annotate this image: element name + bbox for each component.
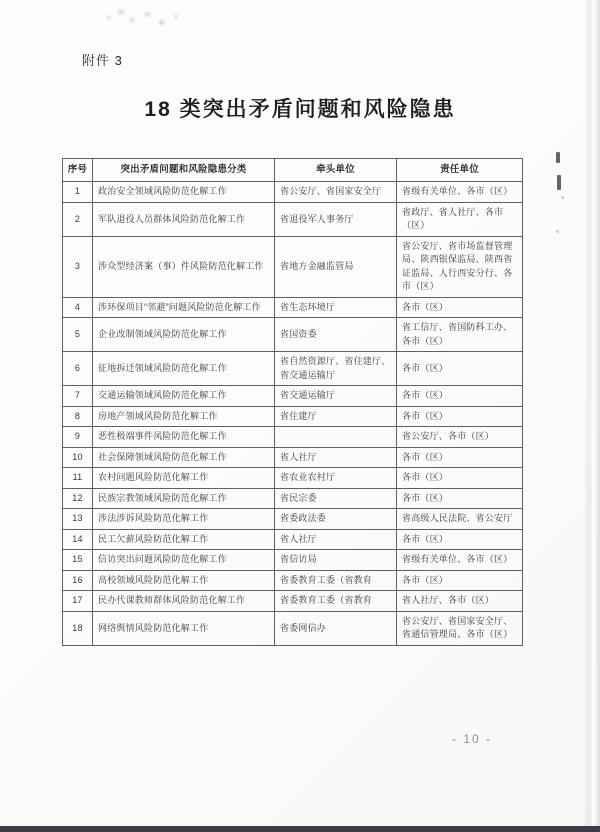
lead-unit-cell: 省住建厅 [275, 406, 397, 427]
table-row [63, 386, 523, 407]
responsible-unit-cell: 各市（区） [397, 468, 523, 489]
table-row [63, 529, 523, 550]
dust-speck [561, 196, 564, 199]
category-cell: 军队退役人员群体风险防范化解工作 [93, 202, 275, 236]
lead-unit-cell: 省生态环境厅 [275, 297, 397, 318]
category-cell: 征地拆迁领域风险防范化解工作 [93, 352, 275, 386]
table-row [63, 236, 523, 297]
row-number-cell: 2 [63, 202, 93, 236]
row-number-cell: 13 [63, 509, 93, 530]
responsible-unit-cell: 省政厅、省人社厅、各市（区） [397, 202, 523, 236]
category-cell: 政治安全领域风险防范化解工作 [93, 182, 275, 203]
column-header: 突出矛盾问题和风险隐患分类 [93, 159, 275, 182]
dust-speck [556, 230, 559, 233]
lead-unit-cell: 省自然资源厅、省住建厅、省交通运输厅 [275, 352, 397, 386]
table-row [63, 488, 523, 509]
table-row [63, 352, 523, 386]
responsible-unit-cell: 省公安厅、省国家安全厅、省通信管理局、各市（区） [397, 611, 523, 645]
category-cell: 高校领域风险防范化解工作 [93, 570, 275, 591]
faint-stamp-mark [104, 6, 194, 32]
category-cell: 民办代课教师群体风险防范化解工作 [93, 591, 275, 612]
category-cell: 社会保障领域风险防范化解工作 [93, 447, 275, 468]
page-number: - 10 - [452, 732, 493, 746]
responsible-unit-cell: 各市（区） [397, 570, 523, 591]
table-row [63, 468, 523, 489]
category-cell: 农村问题风险防范化解工作 [93, 468, 275, 489]
table-row [63, 611, 523, 645]
scan-bottom-edge [0, 826, 600, 832]
row-number-cell: 18 [63, 611, 93, 645]
responsible-unit-cell: 省公安厅、各市（区） [397, 427, 523, 448]
responsible-unit-cell: 省高级人民法院、省公安厅 [397, 509, 523, 530]
table-row [63, 318, 523, 352]
lead-unit-cell: 省委教育工委（省教育 [275, 570, 397, 591]
lead-unit-cell: 省交通运输厅 [275, 386, 397, 407]
row-number-cell: 4 [63, 297, 93, 318]
table-row [63, 550, 523, 571]
responsible-unit-cell: 省人社厅、各市（区） [397, 591, 523, 612]
table-row [63, 509, 523, 530]
category-cell: 网络舆情风险防范化解工作 [93, 611, 275, 645]
table-row [63, 591, 523, 612]
table-row [63, 202, 523, 236]
row-number-cell: 9 [63, 427, 93, 448]
responsible-unit-cell: 各市（区） [397, 386, 523, 407]
row-number-cell: 5 [63, 318, 93, 352]
lead-unit-cell: 省人社厅 [275, 447, 397, 468]
responsible-unit-cell: 省公安厅、省市场监督管理局、陕西银保监局、陕西省证监局、人行西安分行、各市（区） [397, 236, 523, 297]
category-cell: 涉法涉诉风险防范化解工作 [93, 509, 275, 530]
category-cell: 涉环保项目“邻避”问题风险防范化解工作 [93, 297, 275, 318]
lead-unit-cell: 省国资委 [275, 318, 397, 352]
row-number-cell: 10 [63, 447, 93, 468]
lead-unit-cell: 省人社厅 [275, 529, 397, 550]
row-number-cell: 7 [63, 386, 93, 407]
row-number-cell: 17 [63, 591, 93, 612]
category-cell: 恶性极端事件风险防范化解工作 [93, 427, 275, 448]
table-row [63, 406, 523, 427]
row-number-cell: 6 [63, 352, 93, 386]
page-title: 18 类突出矛盾问题和风险隐患 [144, 98, 456, 121]
lead-unit-cell: 省公安厅、省国家安全厅 [275, 182, 397, 203]
table-row [63, 570, 523, 591]
lead-unit-cell: 省信访局 [275, 550, 397, 571]
responsible-unit-cell: 各市（区） [397, 406, 523, 427]
lead-unit-cell: 省委政法委 [275, 509, 397, 530]
lead-unit-cell [275, 427, 397, 448]
category-cell: 房地产领域风险防范化解工作 [93, 406, 275, 427]
responsible-unit-cell: 省级有关单位、各市（区） [397, 550, 523, 571]
responsible-unit-cell: 各市（区） [397, 447, 523, 468]
table-row [63, 297, 523, 318]
lead-unit-cell: 省民宗委 [275, 488, 397, 509]
attachment-label: 附件 3 [82, 53, 123, 68]
row-number-cell: 15 [63, 550, 93, 571]
page-edge-shadow [584, 0, 600, 832]
lead-unit-cell: 省委教育工委（省教育 [275, 591, 397, 612]
row-number-cell: 16 [63, 570, 93, 591]
staple-mark-top [556, 152, 560, 163]
risk-table [62, 158, 523, 646]
column-header: 序号 [63, 159, 93, 182]
column-header: 责任单位 [397, 159, 523, 182]
lead-unit-cell: 省退役军人事务厅 [275, 202, 397, 236]
lead-unit-cell: 省农业农村厅 [275, 468, 397, 489]
responsible-unit-cell: 各市（区） [397, 529, 523, 550]
table-header-row [63, 159, 523, 182]
category-cell: 民工欠薪风险防范化解工作 [93, 529, 275, 550]
row-number-cell: 11 [63, 468, 93, 489]
category-cell: 企业改制领域风险防范化解工作 [93, 318, 275, 352]
category-cell: 民族宗教领域风险防范化解工作 [93, 488, 275, 509]
row-number-cell: 14 [63, 529, 93, 550]
row-number-cell: 12 [63, 488, 93, 509]
staple-mark-bottom [557, 175, 561, 190]
responsible-unit-cell: 各市（区） [397, 352, 523, 386]
column-header: 牵头单位 [275, 159, 397, 182]
responsible-unit-cell: 各市（区） [397, 488, 523, 509]
category-cell: 涉众型经济案（事）件风险防范化解工作 [93, 236, 275, 297]
table-body [63, 182, 523, 646]
row-number-cell: 3 [63, 236, 93, 297]
table-row [63, 182, 523, 203]
category-cell: 交通运输领域风险防范化解工作 [93, 386, 275, 407]
table-row [63, 427, 523, 448]
row-number-cell: 8 [63, 406, 93, 427]
category-cell: 信访突出问题风险防范化解工作 [93, 550, 275, 571]
responsible-unit-cell: 省级有关单位、各市（区） [397, 182, 523, 203]
table-row [63, 447, 523, 468]
responsible-unit-cell: 各市（区） [397, 297, 523, 318]
lead-unit-cell: 省委网信办 [275, 611, 397, 645]
responsible-unit-cell: 省工信厅、省国防科工办、各市（区） [397, 318, 523, 352]
lead-unit-cell: 省地方金融监管局 [275, 236, 397, 297]
row-number-cell: 1 [63, 182, 93, 203]
